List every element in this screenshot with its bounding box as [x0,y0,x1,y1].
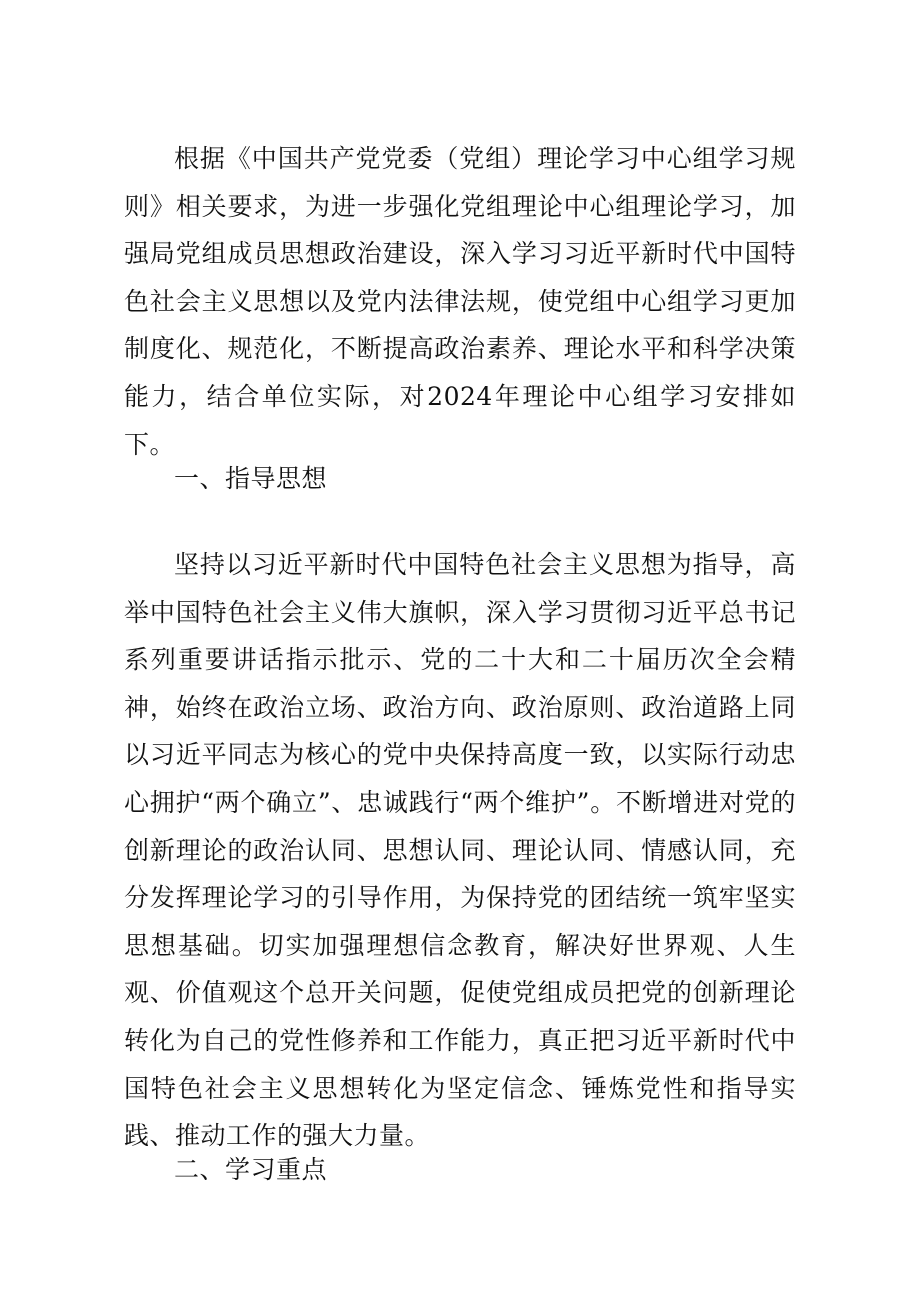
section-heading-guiding-ideology: 一、指导思想 [174,464,328,493]
guiding-ideology-paragraph: 坚持以习近平新时代中国特色社会主义思想为指导，高举中国特色社会主义伟大旗帜，深入学习贯彻习近平总书记系列重要讲话指示批示、党的二十大和二十届历次全会精神，始终在政治立场、政治方向、政治原则、政治道路上同以习近平同志为核心的党中央保持高度一致，以实际行动忠心拥护“两个确立”、忠诚践行“两个维护”。不断增进对党的创新理论的政治认同、思想认同、理论认同、情感认同，充分发挥理论学习的引导作用，为保持党的团结统一筑牢坚实思想基础。切实加强理想信念教育，解决好世界观、人生观、价值观这个总开关问题，促使党组成员把党的创新理论转化为自己的党性修养和工作能力，真正把习近平新时代中国特色社会主义思想转化为坚定信念、锤炼党性和指导实践、推动工作的强大力量。 [124,550,796,1151]
section-heading-study-focus: 二、学习重点 [174,1155,328,1184]
intro-paragraph: 根据《中国共产党党委（党组）理论学习中心组学习规则》相关要求，为进一步强化党组理论中心组理论学习，加强局党组成员思想政治建设，深入学习习近平新时代中国特色社会主义思想以及党内法律法规，使党组中心组学习更加制度化、规范化，不断提高政治素养、理论水平和科学决策能力，结合单位实际，对2024年理论中心组学习安排如下。 [124,144,796,459]
